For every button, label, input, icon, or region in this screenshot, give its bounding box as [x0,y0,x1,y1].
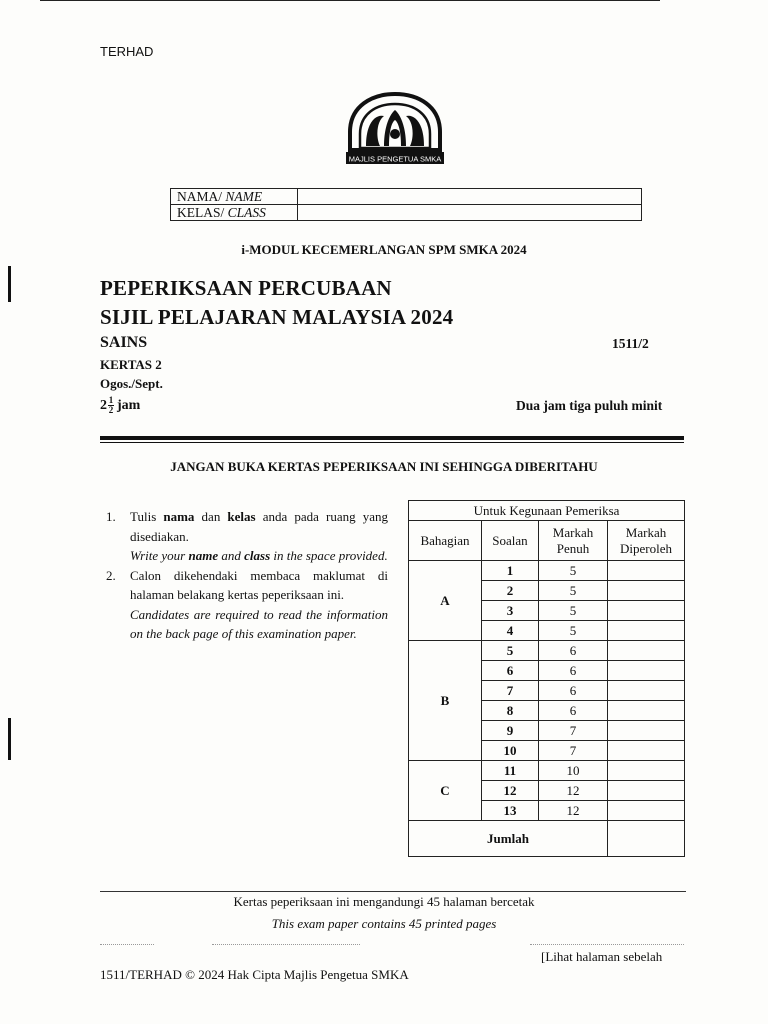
question-number: 7 [482,681,539,701]
module-title: i-MODUL KECEMERLANGAN SPM SMKA 2024 [241,242,527,257]
full-mark: 7 [539,741,608,761]
header-markah-diperoleh: Markah Diperoleh [608,521,685,561]
obtained-mark-cell[interactable] [608,561,685,581]
examiner-marks-table [408,500,685,857]
obtained-mark-cell[interactable] [608,641,685,661]
question-number: 8 [482,701,539,721]
name-label: NAMA/ NAME [171,189,298,205]
subject-name: SAINS [100,334,148,351]
margin-mark [8,266,11,302]
paper-code: 1511/2 [612,336,649,351]
section-c: C [409,761,482,821]
question-number: 2 [482,581,539,601]
obtained-mark-cell[interactable] [608,761,685,781]
classification-label: TERHAD [100,44,154,59]
table-caption: Untuk Kegunaan Pemeriksa [409,501,685,521]
obtained-mark-cell[interactable] [608,581,685,601]
next-page-note: [Lihat halaman sebelah [541,949,663,964]
full-mark: 5 [539,581,608,601]
obtained-mark-cell[interactable] [608,621,685,641]
question-number: 10 [482,741,539,761]
obtained-mark-cell[interactable] [608,741,685,761]
smka-logo [346,92,444,168]
exam-month: Ogos./Sept. [100,376,163,391]
header-markah-penuh: Markah Penuh [539,521,608,561]
full-mark: 6 [539,641,608,661]
full-mark: 12 [539,781,608,801]
margin-mark [8,718,11,760]
do-not-open-warning: JANGAN BUKA KERTAS PEPERIKSAAN INI SEHINGGA DIBERITAHU [170,459,598,474]
full-mark: 12 [539,801,608,821]
logo-text: MAJLIS PENGETUA SMKA [348,154,442,164]
total-obtained-cell[interactable] [608,821,685,857]
total-label: Jumlah [409,821,608,857]
dotted-line [212,944,360,946]
duration-words: Dua jam tiga puluh minit [516,398,663,413]
divider-thin [100,442,684,443]
full-mark: 6 [539,681,608,701]
full-mark: 6 [539,661,608,681]
instruction-1: 1. Tulis nama dan kelas anda pada ruang yang disediakan. Write your name and class in the space provided. [106,509,388,563]
instruction-2: 2. Calon dikehendaki membaca maklumat di halaman belakang kertas peperiksaan ini. Candidates are required to read the information on the back page of this examination paper. [106,567,388,641]
dotted-line [530,944,684,946]
obtained-mark-cell[interactable] [608,601,685,621]
divider-thick [100,436,684,440]
page-count-ms: Kertas peperiksaan ini mengandungi 45 halaman bercetak [233,894,535,909]
top-scan-edge [40,0,660,1]
header-soalan: Soalan [482,521,539,561]
question-number: 9 [482,721,539,741]
question-number: 12 [482,781,539,801]
obtained-mark-cell[interactable] [608,701,685,721]
duration-fraction: 2 $\frac{1}{2}$ jam [100,395,141,415]
footer-divider [100,891,686,892]
obtained-mark-cell[interactable] [608,721,685,741]
paper-number: KERTAS 2 [100,357,162,372]
copyright-line: 1511/TERHAD © 2024 Hak Cipta Majlis Pengetua SMKA [100,967,409,982]
exam-title-line2: SIJIL PELAJARAN MALAYSIA 2024 [100,305,454,329]
class-field[interactable] [298,205,642,221]
question-number: 11 [482,761,539,781]
obtained-mark-cell[interactable] [608,661,685,681]
obtained-mark-cell[interactable] [608,681,685,701]
full-mark: 6 [539,701,608,721]
full-mark: 5 [539,561,608,581]
full-mark: 5 [539,601,608,621]
full-mark: 10 [539,761,608,781]
header-bahagian: Bahagian [409,521,482,561]
instructions [106,507,388,644]
question-number: 5 [482,641,539,661]
question-number: 6 [482,661,539,681]
name-field[interactable] [298,189,642,205]
full-mark: 5 [539,621,608,641]
class-label: KELAS/ CLASS [171,205,298,221]
dotted-line [100,944,154,946]
question-number: 1 [482,561,539,581]
section-b: B [409,641,482,761]
full-mark: 7 [539,721,608,741]
question-number: 4 [482,621,539,641]
exam-title-line1: PEPERIKSAAN PERCUBAAN [100,276,392,300]
question-number: 3 [482,601,539,621]
question-number: 13 [482,801,539,821]
obtained-mark-cell[interactable] [608,781,685,801]
page-count-en: This exam paper contains 45 printed pages [271,916,497,931]
obtained-mark-cell[interactable] [608,801,685,821]
candidate-info-box [170,188,642,221]
section-a: A [409,561,482,641]
